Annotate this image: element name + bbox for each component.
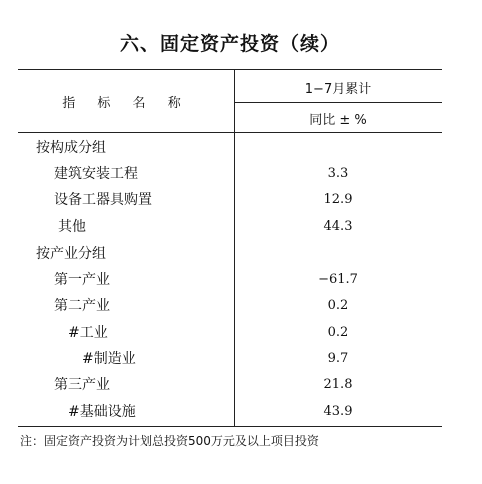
table-row xyxy=(18,320,442,346)
row-label: #制造业 xyxy=(82,351,136,367)
row-value: −61.7 xyxy=(318,272,358,287)
row-label: 其他 xyxy=(58,219,86,235)
period-header: 1−7月累计 xyxy=(304,82,372,97)
table-top-border xyxy=(18,69,442,70)
row-label: 设备工器具购置 xyxy=(54,192,152,208)
row-value: 43.9 xyxy=(323,404,353,419)
footnote: 注：固定资产投资为计划总投资500万元及以上项目投资 xyxy=(20,434,319,448)
table-row xyxy=(18,346,442,372)
investment-table xyxy=(18,69,442,427)
row-value: 0.2 xyxy=(327,298,349,313)
row-value: 3.3 xyxy=(327,166,349,181)
header-divider xyxy=(234,102,442,103)
row-label: 第二产业 xyxy=(54,298,110,314)
row-label: 建筑安装工程 xyxy=(54,166,138,182)
row-value: 0.2 xyxy=(327,325,349,340)
group-label: 按产业分组 xyxy=(36,246,106,262)
table-row xyxy=(18,187,442,213)
table-row xyxy=(18,135,442,161)
row-label: 第三产业 xyxy=(54,377,110,393)
group-label: 按构成分组 xyxy=(36,140,106,156)
row-value: 12.9 xyxy=(323,192,353,207)
table-row xyxy=(18,214,442,240)
header-bottom-border xyxy=(18,132,442,133)
table-row xyxy=(18,161,442,187)
row-label: #基础设施 xyxy=(68,404,136,420)
row-value: 9.7 xyxy=(327,351,349,366)
change-header: 同比 ± % xyxy=(309,113,367,128)
table-row xyxy=(18,293,442,319)
row-label: #工业 xyxy=(68,325,108,341)
table-row xyxy=(18,241,442,267)
page-title: 六、固定资产投资（续） xyxy=(119,33,340,55)
table-row xyxy=(18,267,442,293)
row-value: 44.3 xyxy=(323,219,353,234)
indicator-name-header: 指 标 名 称 xyxy=(62,96,190,111)
row-label: 第一产业 xyxy=(54,272,110,288)
table-row xyxy=(18,399,442,425)
row-value: 21.8 xyxy=(323,377,353,392)
table-bottom-border xyxy=(18,426,442,427)
table-row xyxy=(18,372,442,398)
